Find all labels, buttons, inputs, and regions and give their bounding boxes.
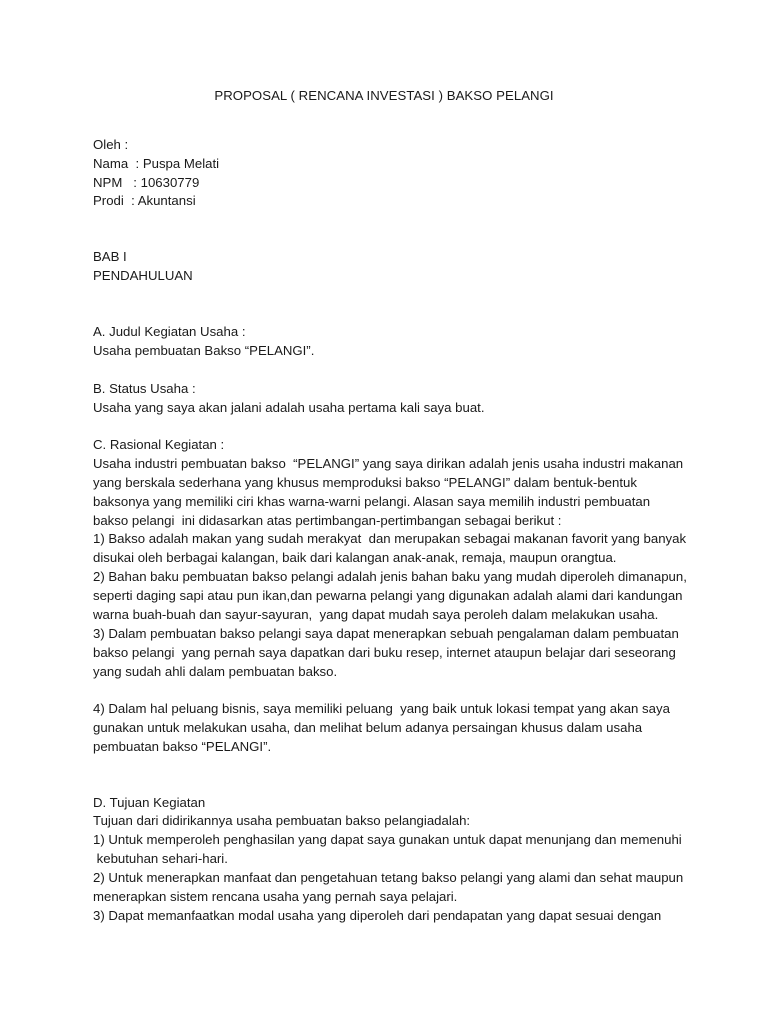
author-prodi: Prodi : Akuntansi — [93, 193, 196, 208]
section-d-line: 3) Dapat memanfaatkan modal usaha yang diperoleh dari pendapatan yang dapat sesuai dengan — [93, 908, 662, 923]
document-title: PROPOSAL ( RENCANA INVESTASI ) BAKSO PELANGI — [214, 88, 554, 103]
section-c-line: bakso pelangi yang pernah saya dapatkan dari buku resep, internet ataupun belajar dari seseorang — [93, 645, 676, 660]
author-oleh: Oleh : — [93, 137, 129, 152]
section-c-line: 1) Bakso adalah makan yang sudah merakyat dan merupakan sebagai makanan favorit yang banyak — [93, 531, 687, 546]
chapter-name: PENDAHULUAN — [93, 268, 193, 283]
section-a-text: Usaha pembuatan Bakso “PELANGI”. — [93, 343, 315, 358]
section-d-line: 2) Untuk menerapkan manfaat dan pengetahuan tetang bakso pelangi yang alami dan sehat maupun — [93, 870, 684, 885]
section-c-point4-line: pembuatan bakso “PELANGI”. — [93, 739, 272, 754]
author-npm: NPM : 10630779 — [93, 175, 200, 190]
section-c-heading: C. Rasional Kegiatan : — [93, 437, 225, 452]
section-b-text: Usaha yang saya akan jalani adalah usaha pertama kali saya buat. — [93, 400, 485, 415]
author-nama: Nama : Puspa Melati — [93, 156, 220, 171]
section-c-line: bakso pelangi ini didasarkan atas pertimbangan-pertimbangan sebagai berikut : — [93, 513, 562, 528]
section-d-line: Tujuan dari didirikannya usaha pembuatan bakso pelangiadalah: — [93, 813, 471, 828]
chapter-number: BAB I — [93, 249, 127, 264]
section-d-line: 1) Untuk memperoleh penghasilan yang dapat saya gunakan untuk dapat menunjang dan memenuhi — [93, 832, 682, 847]
section-c-line: seperti daging sapi atau pun ikan,dan pewarna pelangi yang digunakan adalah alami dari kandungan — [93, 588, 683, 603]
section-c-line: yang sudah ahli dalam pembuatan bakso. — [93, 664, 338, 679]
section-c-line: baksonya yang memiliki ciri khas warna-warni pelangi. Alasan saya memilih industri pembuatan — [93, 494, 651, 509]
section-c-line: disukai oleh berbagai kalangan, baik dari kalangan anak-anak, remaja, maupun orangtua. — [93, 550, 617, 565]
section-c-line: yang berskala sederhana yang khusus memproduksi bakso “PELANGI” dalam bentuk-bentuk — [93, 475, 637, 490]
section-c-line: 2) Bahan baku pembuatan bakso pelangi adalah jenis bahan baku yang mudah diperoleh dimanapun, — [93, 569, 687, 584]
section-c-line: Usaha industri pembuatan bakso “PELANGI” yang saya dirikan adalah jenis usaha industri makanan — [93, 456, 684, 471]
section-d-line: kebutuhan sehari-hari. — [93, 851, 228, 866]
section-c-point4-line: gunakan untuk melakukan usaha, dan melihat belum adanya persaingan khusus dalam usaha — [93, 720, 643, 735]
section-c-line: warna buah-buah dan sayur-sayuran, yang dapat mudah saya peroleh dalam melakukan usaha. — [93, 607, 659, 622]
section-c-point4-line: 4) Dalam hal peluang bisnis, saya memiliki peluang yang baik untuk lokasi tempat yang akan saya — [93, 701, 670, 716]
section-d-heading: D. Tujuan Kegiatan — [93, 795, 206, 810]
section-d-line: menerapkan sistem rencana usaha yang pernah saya pelajari. — [93, 889, 458, 904]
section-a-heading: A. Judul Kegiatan Usaha : — [93, 324, 246, 339]
section-b-heading: B. Status Usaha : — [93, 381, 196, 396]
section-c-line: 3) Dalam pembuatan bakso pelangi saya dapat menerapkan sebuah pengalaman dalam pembuatan — [93, 626, 679, 641]
